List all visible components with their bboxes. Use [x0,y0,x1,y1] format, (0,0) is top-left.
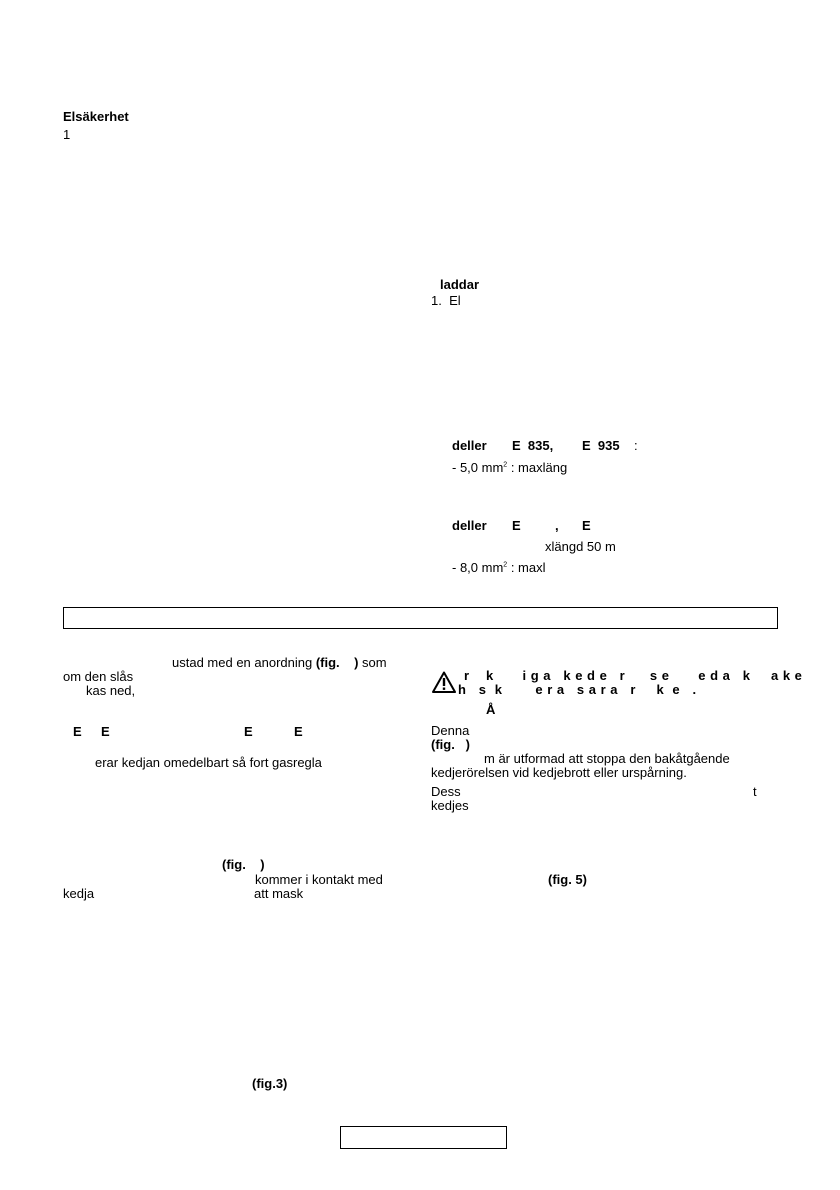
fig-ref-lower-left: (fig. ) [222,857,265,872]
chain-brake-intro-line-2: om den slås [63,669,134,684]
models-label-b: deller [452,518,487,533]
contact-line: kommer i kontakt med [255,872,383,887]
cable-spec-5mm: - 5,0 $mm^2$ : maxläng [452,460,568,475]
cable-length-50m: xlängd 50 m [545,539,616,554]
warning-text-line-2: h s k e r a s a r a r k e . [458,682,697,697]
kedjes-fragment: kedjes [431,798,469,813]
kedja-fragment: kedja [63,886,95,901]
chain-brake-intro-line-3: kas ned, [86,683,136,698]
catcher-intro-line-1: Denna [431,723,470,738]
list-item-el: 1. El [431,293,461,308]
a-ring-letter: Å [486,702,496,717]
fragment-e-4: E [294,724,303,739]
page-number-box [340,1126,507,1149]
model-b-2: E [582,518,591,533]
models-colon: : [634,438,638,453]
models-label-a: deller [452,438,487,453]
fragment-e-3: E [244,724,253,739]
model-b-comma: , [555,518,559,533]
model-e935: E 935 [582,438,620,453]
list-item-number: 1 [63,127,71,142]
fig-ref-3: (fig.3) [252,1076,288,1091]
brake-stops-chain-line: erar kedjan omedelbart så fort gasregla [95,755,322,770]
dess-fragment: Dess [431,784,461,799]
fig-ref-5: (fig. 5) [548,872,587,887]
chain-brake-intro-line-1: ustad med en anordning (fig. ) som [172,655,387,670]
model-e835: E 835, [512,438,554,453]
fragment-e-1: E [73,724,82,739]
section-title-box [63,607,778,629]
fragment-e-2: E [101,724,110,739]
section-heading-elsakerhet: Elsäkerhet [63,109,129,124]
section-heading-laddar: laddar [440,277,480,292]
cable-spec-8mm: - 8,0 $mm^2$ : maxl [452,560,546,575]
warning-text-line-1: r k i g a k e d e r s e e d a k a k e [464,668,803,683]
warning-icon [432,671,456,693]
model-b-1: E [512,518,521,533]
t-fragment: t [753,784,757,799]
fig-ref-catcher: (fig. ) [431,737,470,752]
catcher-intro-line-4: kedjerörelsen vid kedjebrott eller urspårning. [431,765,687,780]
catcher-intro-line-3: m är utformad att stoppa den bakåtgående [484,751,730,766]
mask-fragment: att mask [254,886,304,901]
